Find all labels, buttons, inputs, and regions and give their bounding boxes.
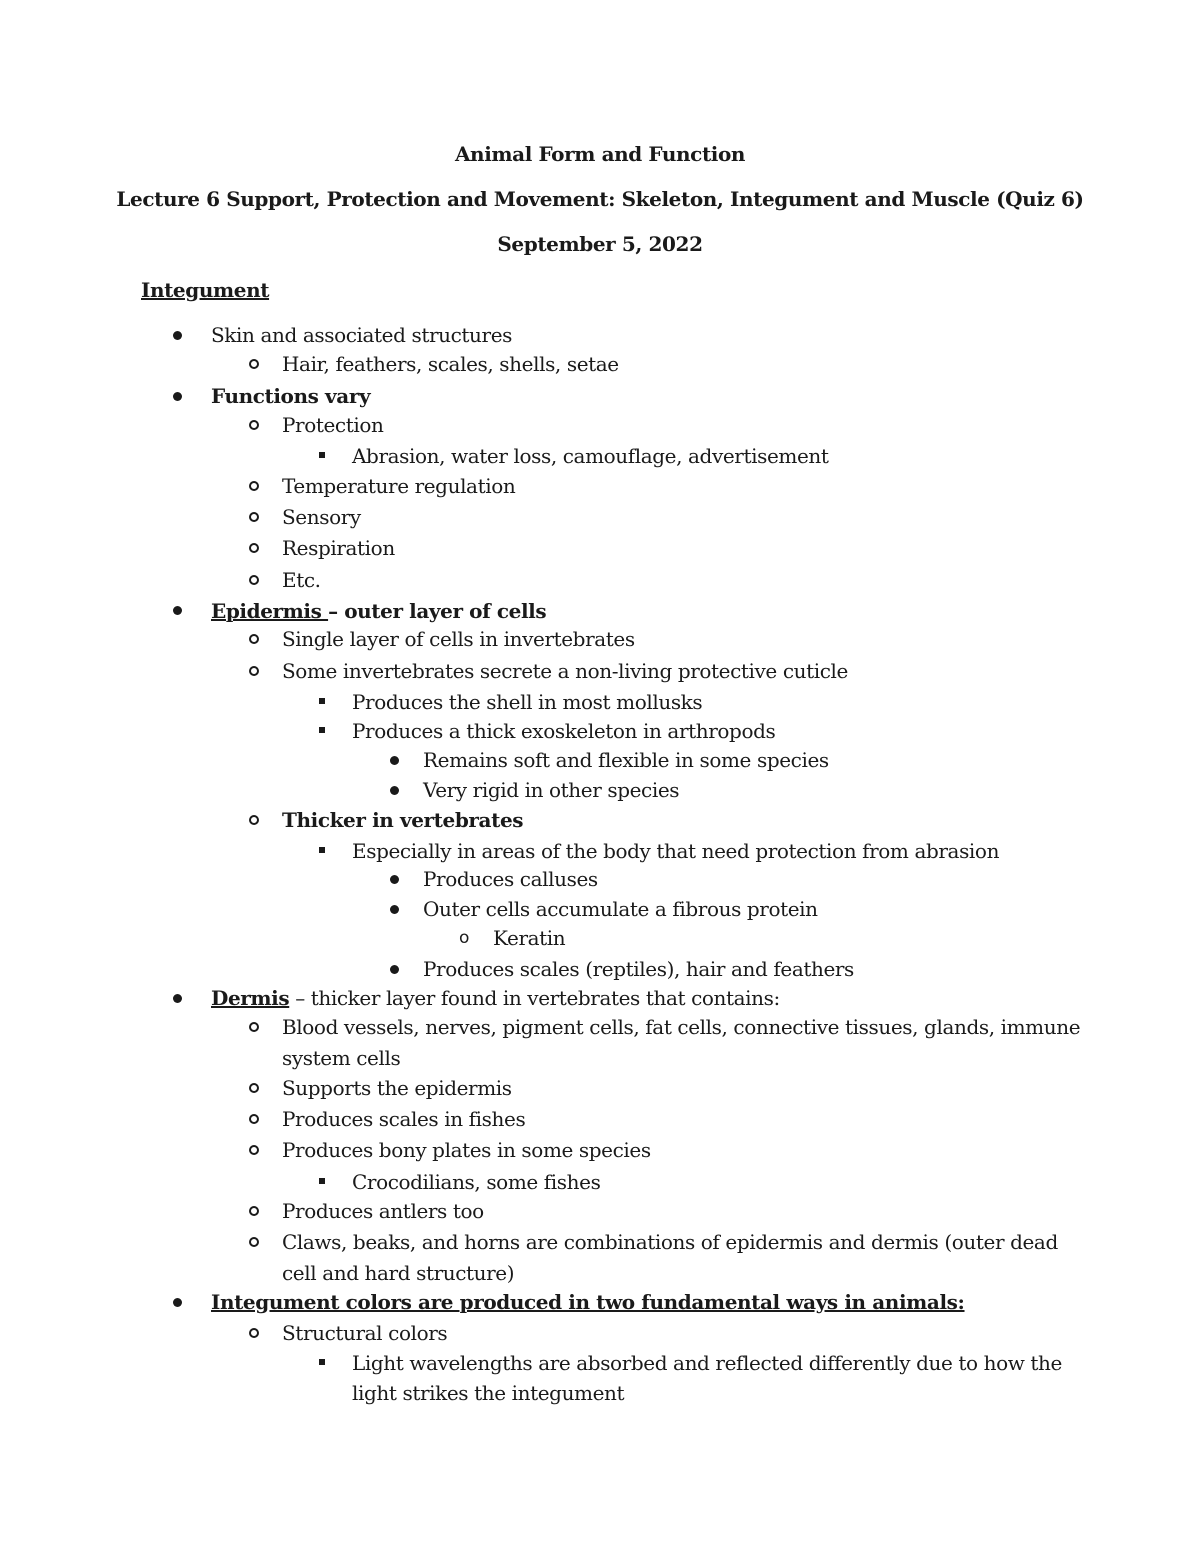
- term-dermis: Dermis: [211, 986, 290, 1010]
- lecture-title: Lecture 6 Support, Protection and Movement: Skeleton, Integument and Muscle (Quiz 6): [116, 187, 1084, 211]
- list-item: Respiration: [282, 536, 395, 560]
- bullet-disc-icon: [390, 786, 399, 795]
- list-item: Supports the epidermis: [282, 1076, 512, 1100]
- bullet-disc-icon: [390, 756, 399, 765]
- bullet-disc-icon: [173, 331, 182, 340]
- term-epidermis-definition: – outer layer of cells: [328, 599, 547, 623]
- bullet-square-icon: [319, 727, 325, 733]
- list-item: Crocodilians, some fishes: [352, 1170, 601, 1194]
- bullet-square-icon: [319, 847, 325, 853]
- bullet-disc-icon: [173, 392, 182, 401]
- bullet-square-icon: [319, 452, 325, 458]
- list-item: Keratin: [493, 926, 566, 950]
- bullet-circle-icon: [249, 575, 259, 585]
- bullet-square-icon: [319, 1178, 325, 1184]
- bullet-circle-icon: [249, 359, 259, 369]
- list-item-continuation: cell and hard structure): [282, 1261, 515, 1285]
- bullet-circle-icon: [249, 1083, 259, 1093]
- list-item: Produces scales (reptiles), hair and feathers: [423, 957, 854, 981]
- bullet-square-icon: [319, 698, 325, 704]
- list-item: Skin and associated structures: [211, 323, 512, 347]
- bullet-circle-icon: [249, 543, 259, 553]
- list-item-continuation: system cells: [282, 1046, 401, 1070]
- list-item: Produces antlers too: [282, 1199, 484, 1223]
- lecture-date: September 5, 2022: [497, 232, 703, 256]
- bullet-circle-icon: [249, 815, 259, 825]
- list-item: Especially in areas of the body that need protection from abrasion: [352, 839, 1000, 863]
- bullet-circle-icon: [249, 1114, 259, 1124]
- list-item: Produces calluses: [423, 867, 598, 891]
- list-item: Thicker in vertebrates: [282, 808, 524, 832]
- list-item: Single layer of cells in invertebrates: [282, 627, 635, 651]
- bullet-letter-o: o: [459, 928, 470, 948]
- bullet-circle-icon: [249, 481, 259, 491]
- bullet-disc-icon: [173, 1298, 182, 1307]
- bullet-circle-icon: [249, 634, 259, 644]
- list-item: Abrasion, water loss, camouflage, advertisement: [352, 444, 829, 468]
- bullet-circle-icon: [249, 512, 259, 522]
- list-item: Produces scales in fishes: [282, 1107, 526, 1131]
- list-item: [211, 984, 780, 1012]
- list-item: Temperature regulation: [282, 474, 516, 498]
- list-item: Remains soft and flexible in some species: [423, 748, 829, 772]
- list-item: Etc.: [282, 568, 321, 592]
- list-item: Produces bony plates in some species: [282, 1138, 651, 1162]
- list-item: Blood vessels, nerves, pigment cells, fat cells, connective tissues, glands, immune: [282, 1015, 1081, 1039]
- bullet-disc-icon: [390, 965, 399, 974]
- bullet-circle-icon: [249, 666, 259, 676]
- bullet-disc-icon: [390, 905, 399, 914]
- list-item: Protection: [282, 413, 384, 437]
- bullet-circle-icon: [249, 1237, 259, 1247]
- bullet-square-icon: [319, 1359, 325, 1365]
- bullet-circle-icon: [249, 1206, 259, 1216]
- bullet-circle-icon: [249, 1328, 259, 1338]
- list-item: Functions vary: [211, 384, 371, 408]
- bullet-circle-icon: [249, 420, 259, 430]
- bullet-disc-icon: [173, 606, 182, 615]
- list-item: Produces the shell in most mollusks: [352, 690, 703, 714]
- bullet-disc-icon: [173, 994, 182, 1003]
- list-item-continuation: light strikes the integument: [352, 1381, 625, 1405]
- list-item: Integument colors are produced in two fundamental ways in animals:: [211, 1290, 965, 1314]
- list-item: [211, 597, 546, 625]
- bullet-circle-icon: [249, 1145, 259, 1155]
- section-heading: Integument: [141, 278, 270, 302]
- term-epidermis: Epidermis: [211, 599, 329, 623]
- list-item: Some invertebrates secrete a non-living protective cuticle: [282, 659, 848, 683]
- document-title: Animal Form and Function: [454, 142, 746, 166]
- bullet-circle-icon: [249, 1022, 259, 1032]
- list-item: Very rigid in other species: [423, 778, 680, 802]
- list-item: Hair, feathers, scales, shells, setae: [282, 352, 619, 376]
- term-dermis-definition: – thicker layer found in vertebrates that contains:: [289, 986, 780, 1010]
- bullet-disc-icon: [390, 875, 399, 884]
- list-item: Sensory: [282, 505, 361, 529]
- list-item: Structural colors: [282, 1321, 448, 1345]
- list-item: Claws, beaks, and horns are combinations of epidermis and dermis (outer dead: [282, 1230, 1058, 1254]
- list-item: Outer cells accumulate a fibrous protein: [423, 897, 818, 921]
- list-item: Produces a thick exoskeleton in arthropods: [352, 719, 776, 743]
- list-item: Light wavelengths are absorbed and reflected differently due to how the: [352, 1351, 1062, 1375]
